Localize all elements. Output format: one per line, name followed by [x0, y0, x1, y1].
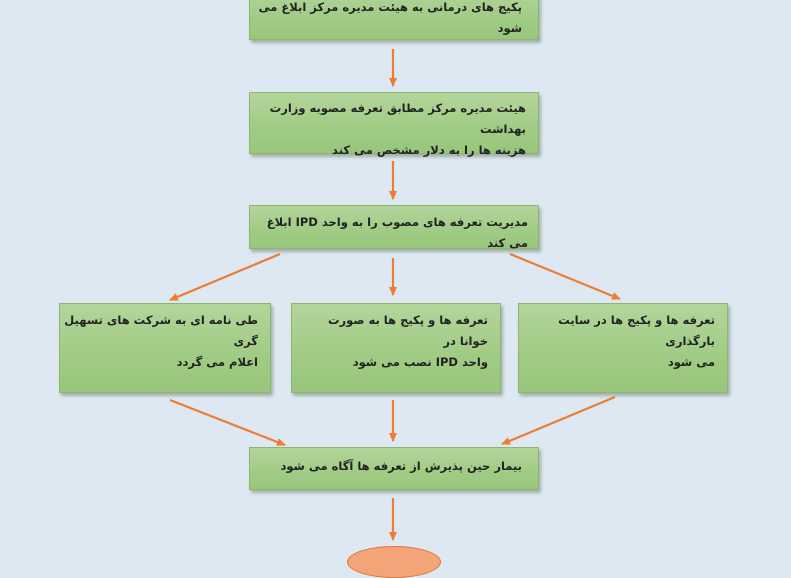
flow-node-label: مدیریت تعرفه های مصوب را به واحد IPD ابلاغ می کند: [266, 215, 528, 250]
flow-node-management-ipd: [249, 205, 539, 249]
flow-node-readable-install: [291, 303, 501, 393]
flow-node-letter-facilitation: [59, 303, 271, 393]
flow-node-label: طی نامه ای به شرکت های تسهیل گری اعلام می گردد: [64, 313, 258, 369]
flow-node-notify-board: [249, 0, 539, 40]
flow-terminal-ellipse: [347, 546, 441, 578]
flow-node-label: تعرفه ها و پکیج ها در سایت بارگذاری می شود: [558, 313, 715, 369]
arrow-management-to-letter: [170, 254, 280, 300]
flow-node-label: بیمار حین پذیرش از تعرفه ها آگاه می شود: [280, 459, 522, 473]
arrow-letter-to-patient: [170, 400, 285, 445]
arrow-management-to-website: [510, 254, 620, 299]
flow-node-board-tariff: [249, 92, 539, 157]
flow-node-label: پکیج های درمانی به هیئت مدیره مرکز ابلاغ می شود: [258, 0, 522, 35]
flow-node-website-upload: [518, 303, 728, 393]
arrow-website-to-patient: [502, 397, 615, 444]
flow-node-patient-informed: [249, 447, 539, 490]
flow-node-label: تعرفه ها و پکیج ها به صورت خوانا در واحد IPD نصب می شود: [327, 313, 488, 369]
flow-node-label: هیئت مدیره مرکز مطابق تعرفه مصوبه وزارت بهداشت هزینه ها را به دلار مشخص می کند: [269, 101, 526, 157]
